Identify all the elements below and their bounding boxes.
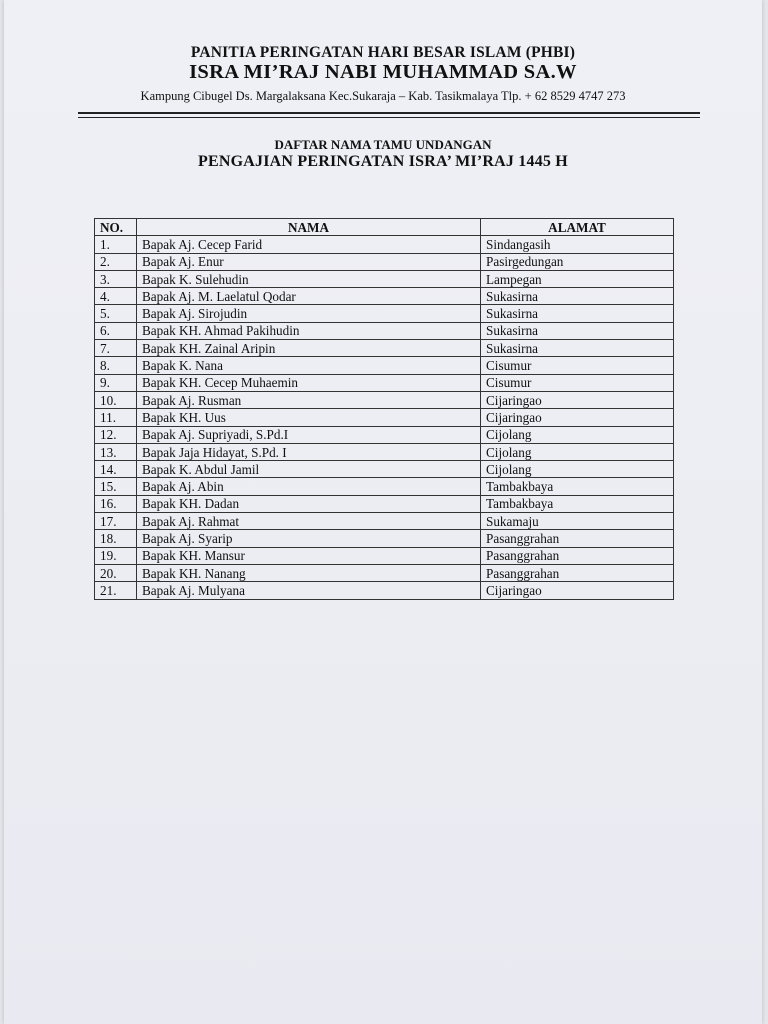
cell-alamat: Sukasirna (481, 305, 674, 322)
cell-nama: Bapak K. Sulehudin (137, 270, 481, 287)
cell-nama: Bapak KH. Cecep Muhaemin (137, 374, 481, 391)
cell-nama: Bapak Aj. M. Laelatul Qodar (137, 288, 481, 305)
cell-alamat: Cijolang (481, 443, 674, 460)
cell-nama: Bapak Aj. Abin (137, 478, 481, 495)
table-row (95, 495, 674, 512)
organization-address: Kampung Cibugel Ds. Margalaksana Kec.Sukaraja – Kab. Tasikmalaya Tlp. + 62 8529 4747 273 (140, 89, 626, 103)
table-row (95, 513, 674, 530)
cell-nama: Bapak Aj. Supriyadi, S.Pd.I (137, 426, 481, 443)
document-subtitle: PENGAJIAN PERINGATAN ISRA’ MI’RAJ 1445 H (198, 153, 568, 170)
cell-no: 6. (95, 322, 137, 339)
cell-nama: Bapak Aj. Sirojudin (137, 305, 481, 322)
cell-nama: Bapak KH. Uus (137, 409, 481, 426)
letterhead-divider-thick (78, 112, 700, 114)
event-name: ISRA MI’RAJ NABI MUHAMMAD SA.W (189, 61, 577, 83)
cell-nama: Bapak Jaja Hidayat, S.Pd. I (137, 443, 481, 460)
cell-alamat: Lampegan (481, 270, 674, 287)
cell-nama: Bapak K. Abdul Jamil (137, 461, 481, 478)
cell-no: 1. (95, 236, 137, 253)
table-row (95, 443, 674, 460)
cell-no: 7. (95, 340, 137, 357)
cell-no: 8. (95, 357, 137, 374)
cell-no: 20. (95, 564, 137, 581)
cell-alamat: Cijolang (481, 461, 674, 478)
cell-alamat: Sukasirna (481, 288, 674, 305)
cell-nama: Bapak Aj. Enur (137, 253, 481, 270)
table-row (95, 426, 674, 443)
cell-no: 16. (95, 495, 137, 512)
table-row (95, 530, 674, 547)
cell-nama: Bapak Aj. Rusman (137, 391, 481, 408)
table-row (95, 582, 674, 599)
cell-no: 5. (95, 305, 137, 322)
table-row (95, 374, 674, 391)
cell-alamat: Sukasirna (481, 340, 674, 357)
table-row (95, 391, 674, 408)
table-row (95, 322, 674, 339)
cell-no: 13. (95, 443, 137, 460)
cell-no: 18. (95, 530, 137, 547)
cell-no: 19. (95, 547, 137, 564)
cell-alamat: Pasanggrahan (481, 530, 674, 547)
cell-alamat: Pasanggrahan (481, 564, 674, 581)
cell-nama: Bapak K. Nana (137, 357, 481, 374)
cell-nama: Bapak KH. Dadan (137, 495, 481, 512)
cell-no: 14. (95, 461, 137, 478)
table-row (95, 409, 674, 426)
cell-no: 3. (95, 270, 137, 287)
cell-alamat: Pasanggrahan (481, 547, 674, 564)
table-row (95, 236, 674, 253)
column-header-no: NO. (95, 219, 137, 236)
cell-alamat: Cijaringao (481, 409, 674, 426)
table-row (95, 288, 674, 305)
column-header-nama: NAMA (137, 219, 481, 236)
table-row (95, 478, 674, 495)
cell-alamat: Tambakbaya (481, 495, 674, 512)
cell-nama: Bapak KH. Mansur (137, 547, 481, 564)
cell-alamat: Cijaringao (481, 391, 674, 408)
table-row (95, 461, 674, 478)
cell-no: 9. (95, 374, 137, 391)
cell-no: 15. (95, 478, 137, 495)
organization-name: PANITIA PERINGATAN HARI BESAR ISLAM (PHBI) (190, 44, 576, 61)
guest-list-table (94, 218, 674, 600)
table-header-row (95, 219, 674, 236)
cell-nama: Bapak Aj. Syarip (137, 530, 481, 547)
document-title: DAFTAR NAMA TAMU UNDANGAN (274, 137, 492, 152)
cell-nama: Bapak Aj. Cecep Farid (137, 236, 481, 253)
letterhead-divider-thin (78, 117, 700, 118)
table-row (95, 270, 674, 287)
cell-nama: Bapak KH. Zainal Aripin (137, 340, 481, 357)
cell-no: 12. (95, 426, 137, 443)
table-row (95, 564, 674, 581)
column-header-alamat: ALAMAT (481, 219, 674, 236)
cell-alamat: Sukamaju (481, 513, 674, 530)
cell-nama: Bapak Aj. Mulyana (137, 582, 481, 599)
table-row (95, 305, 674, 322)
cell-no: 10. (95, 391, 137, 408)
table-row (95, 340, 674, 357)
cell-alamat: Cijaringao (481, 582, 674, 599)
cell-alamat: Cijolang (481, 426, 674, 443)
cell-alamat: Pasirgedungan (481, 253, 674, 270)
cell-nama: Bapak KH. Nanang (137, 564, 481, 581)
cell-alamat: Cisumur (481, 357, 674, 374)
cell-alamat: Tambakbaya (481, 478, 674, 495)
table-row (95, 357, 674, 374)
cell-no: 4. (95, 288, 137, 305)
table-row (95, 253, 674, 270)
cell-alamat: Cisumur (481, 374, 674, 391)
cell-no: 2. (95, 253, 137, 270)
table-row (95, 547, 674, 564)
cell-nama: Bapak KH. Ahmad Pakihudin (137, 322, 481, 339)
cell-alamat: Sindangasih (481, 236, 674, 253)
cell-no: 11. (95, 409, 137, 426)
cell-no: 21. (95, 582, 137, 599)
cell-no: 17. (95, 513, 137, 530)
guest-list-rows (95, 236, 674, 599)
cell-nama: Bapak Aj. Rahmat (137, 513, 481, 530)
document-page (4, 0, 762, 1024)
cell-alamat: Sukasirna (481, 322, 674, 339)
